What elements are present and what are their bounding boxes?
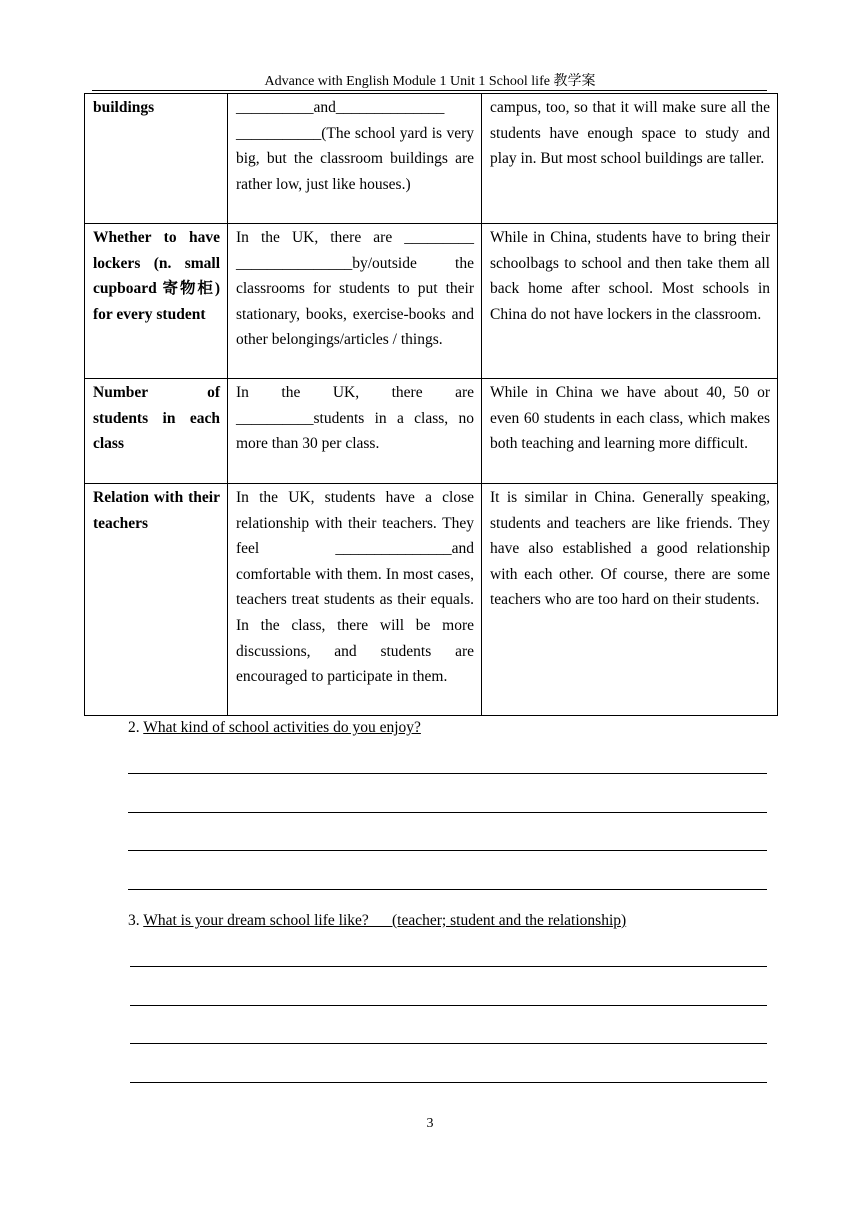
question-text: What kind of school activities do you enjoy? bbox=[143, 719, 421, 736]
china-cell: campus, too, so that it will make sure all the students have enough space to study and play in. But most school buildings are taller. bbox=[482, 94, 778, 224]
answer-line[interactable] bbox=[130, 1005, 767, 1006]
uk-cell: In the UK, there are __________students in a class, no more than 30 per class. bbox=[228, 379, 482, 484]
row-label: Whether to have lockers (n. small cupboard 寄物柜) for every student bbox=[85, 224, 228, 379]
header-rule bbox=[92, 90, 767, 91]
uk-cell: __________and______________ ___________(The school yard is very big, but the classroom buildings are rather low, just like houses.) bbox=[228, 94, 482, 224]
answer-line[interactable] bbox=[130, 966, 767, 967]
answer-line[interactable] bbox=[128, 812, 767, 813]
table-row bbox=[85, 224, 778, 379]
answer-line[interactable] bbox=[130, 1043, 767, 1044]
china-cell: While in China we have about 40, 50 or even 60 students in each class, which makes both teaching and learning more difficult. bbox=[482, 379, 778, 484]
page-number: 3 bbox=[426, 1116, 434, 1131]
table-row bbox=[85, 379, 778, 484]
table-row bbox=[85, 484, 778, 716]
question-number: 2. bbox=[128, 719, 144, 736]
row-label: buildings bbox=[85, 94, 228, 224]
question-number: 3. bbox=[128, 912, 144, 929]
row-label: Relation with their teachers bbox=[85, 484, 228, 716]
answer-line[interactable] bbox=[128, 889, 767, 890]
question-text: What is your dream school life like? (teacher; student and the relationship) bbox=[143, 912, 627, 929]
question-3 bbox=[128, 912, 626, 930]
question-2 bbox=[128, 719, 421, 737]
answer-line[interactable] bbox=[130, 1082, 767, 1083]
uk-cell: In the UK, there are _________ _______________by/outside the classrooms for students to put their stationary, books, exercise-books and other belongings/articles / things. bbox=[228, 224, 482, 379]
row-label: Number of students in each class bbox=[85, 379, 228, 484]
page-header: Advance with English Module 1 Unit 1 School life 教学案 bbox=[264, 74, 596, 89]
china-cell: It is similar in China. Generally speaking, students and teachers are like friends. They have also established a good relationship with each other. Of course, there are some teachers who are too hard on their students. bbox=[482, 484, 778, 716]
uk-cell: In the UK, students have a close relationship with their teachers. They feel _______________and comfortable with them. In most cases, teachers treat students as their equals. In the class, there will be more discussions, and students are encouraged to participate in them. bbox=[228, 484, 482, 716]
table-row bbox=[85, 94, 778, 224]
answer-line[interactable] bbox=[128, 773, 767, 774]
comparison-table bbox=[84, 93, 778, 716]
china-cell: While in China, students have to bring their schoolbags to school and then take them all back home after school. Most schools in China do not have lockers in the classroom. bbox=[482, 224, 778, 379]
answer-line[interactable] bbox=[128, 850, 767, 851]
